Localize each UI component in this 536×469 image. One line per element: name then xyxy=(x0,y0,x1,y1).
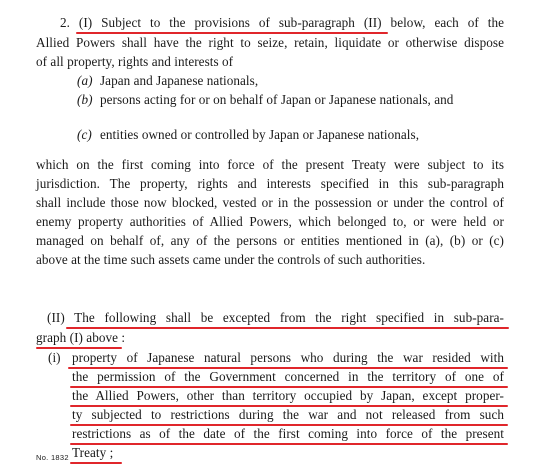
tail-line-1: which on the first coming into force of the present Treaty were subject to its xyxy=(36,157,504,172)
tail-line-6: above at the time such assets came under the controls of such authorities. xyxy=(36,252,426,267)
item-i-line-5: restrictions as of the date of the first coming into force of the present xyxy=(72,426,504,441)
para-2-ii-line-1: (II) The following shall be excepted from the right specified in sub-para- xyxy=(47,310,504,325)
annotation-underline xyxy=(36,347,122,349)
item-b-marker: (b) xyxy=(77,92,93,107)
para-2-line-3: of all property, rights and interests of xyxy=(36,54,234,69)
tail-line-2: jurisdiction. The property, rights and interests specified in this sub-paragraph xyxy=(36,176,504,191)
item-i-line-2: the permission of the Government concerned in the territory of one of xyxy=(72,369,504,384)
item-c-text: entities owned or controlled by Japan or Japanese nationals, xyxy=(100,127,420,142)
annotation-underline xyxy=(70,462,122,464)
para-2-line-2: Allied Powers shall have the right to seize, retain, liquidate or otherwise dispose xyxy=(36,35,504,50)
tail-line-4: enemy property authorities of Allied Powers, which belonged to, or were held or xyxy=(36,214,504,229)
item-i-marker: (i) xyxy=(48,350,61,365)
annotation-underline xyxy=(70,424,508,426)
item-a-text: Japan and Japanese nationals, xyxy=(100,73,259,88)
page-number: No. 1832 xyxy=(36,453,69,462)
item-i-line-4: ty subjected to restrictions during the war and not released from such xyxy=(72,407,504,422)
item-c-marker: (c) xyxy=(77,127,92,142)
annotation-underline xyxy=(70,443,508,445)
item-i-line-1: property of Japanese natural persons who during the war resided with xyxy=(72,350,504,365)
annotation-underline xyxy=(66,327,509,329)
annotation-underline xyxy=(76,32,388,34)
item-i-line-3: the Allied Powers, other than territory occupied by Japan, except proper- xyxy=(72,388,504,403)
annotation-underline xyxy=(68,367,508,369)
tail-line-5: managed on behalf of, any of the persons or entities mentioned in (a), (b) or (c) xyxy=(36,233,504,248)
annotation-underline xyxy=(70,386,508,388)
item-i-line-6: Treaty ; xyxy=(72,445,114,460)
para-2-line-1: 2. (I) Subject to the provisions of sub-paragraph (II) below, each of the xyxy=(60,15,504,30)
annotation-underline xyxy=(70,405,508,407)
item-a-marker: (a) xyxy=(77,73,93,88)
para-2-ii-line-2: graph (I) above : xyxy=(36,330,126,345)
item-b-text: persons acting for or on behalf of Japan or Japanese nationals, and xyxy=(100,92,454,107)
tail-line-3: shall include those now blocked, vested or in the possession or under the control of xyxy=(36,195,504,210)
